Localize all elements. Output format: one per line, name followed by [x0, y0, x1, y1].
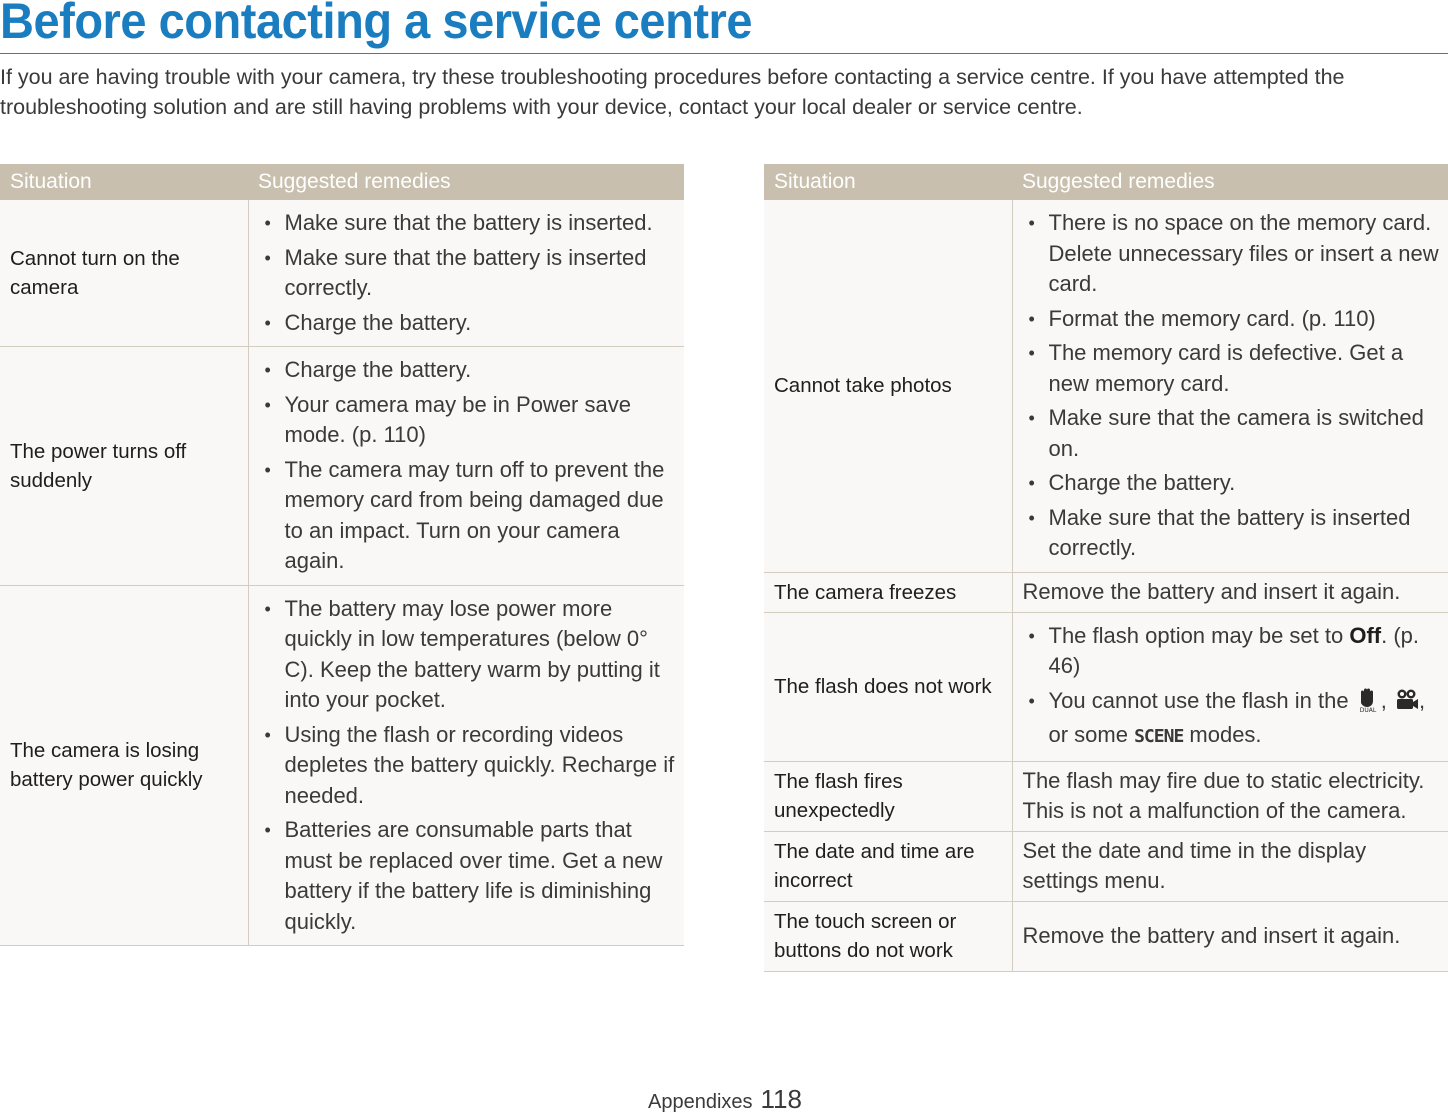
- remedy-item: • Make sure that the battery is inserted correctly.: [264, 244, 647, 300]
- situation-cell: Cannot turn on the camera: [0, 200, 248, 347]
- remedy-item: • Charge the battery.: [1023, 468, 1445, 499]
- remedies-cell: Set the date and time in the display settings menu.: [1012, 831, 1448, 901]
- page-number: 118: [760, 1084, 802, 1114]
- header-situation: Situation: [764, 164, 1012, 200]
- header-remedies: Suggested remedies: [248, 164, 684, 200]
- remedy-item: • Charge the battery.: [259, 308, 681, 339]
- remedies-cell: [248, 585, 684, 946]
- remedies-cell: [248, 200, 684, 347]
- remedy-item: • Make sure that the battery is inserted correctly.: [1028, 504, 1411, 560]
- dual-is-mode-icon: [1355, 686, 1381, 721]
- remedy-item: • Make sure that the camera is switched on.: [1028, 405, 1424, 461]
- remedies-cell: Remove the battery and insert it again.: [1012, 901, 1448, 971]
- bullet-icon: •: [264, 360, 271, 380]
- remedies-cell: [1012, 200, 1448, 572]
- remedy-item: • Your camera may be in Power save mode. (p. 110): [264, 391, 631, 447]
- remedies-cell: Remove the battery and insert it again.: [1012, 572, 1448, 612]
- remedies-cell: The flash may fire due to static electricity. This is not a malfunction of the camera.: [1012, 761, 1448, 831]
- remedy-item: • The camera may turn off to prevent the memory card from being damaged due to an impact. Turn on your camera again.: [264, 456, 665, 573]
- svg-text:DUAL: DUAL: [1359, 706, 1376, 712]
- bullet-icon: •: [264, 820, 271, 840]
- flash-off-label: Off: [1349, 622, 1382, 648]
- remedy-item: • Charge the battery.: [259, 355, 681, 386]
- remedy-item: • Batteries are consumable parts that must be replaced over time. Get a new battery if the battery life is diminishing quickly.: [264, 817, 663, 934]
- remedy-item: • The memory card is defective. Get a new memory card.: [1028, 340, 1404, 396]
- bullet-icon: •: [1028, 473, 1035, 493]
- header-remedies: Suggested remedies: [1012, 164, 1448, 200]
- table-header-row: [0, 164, 684, 200]
- table-row: [0, 200, 684, 347]
- table-row: [764, 761, 1448, 831]
- table-row: [764, 831, 1448, 901]
- table-row: [764, 200, 1448, 572]
- title-divider: [0, 53, 1448, 54]
- bullet-icon: •: [1028, 213, 1035, 233]
- table-row: [764, 612, 1448, 761]
- remedy-item: • There is no space on the memory card. Delete unnecessary files or insert a new card.: [1028, 210, 1439, 296]
- situation-cell: Cannot take photos: [764, 200, 1012, 572]
- bullet-icon: •: [264, 312, 271, 333]
- table-row: [0, 585, 684, 946]
- table-header-row: [764, 164, 1448, 200]
- remedy-item: • Make sure that the battery is inserted.: [259, 208, 681, 239]
- header-situation: Situation: [0, 164, 248, 200]
- bullet-icon: •: [264, 459, 271, 480]
- situation-cell: The date and time are incorrect: [764, 831, 1012, 901]
- bullet-icon: •: [264, 598, 271, 619]
- situation-cell: The flash does not work: [764, 612, 1012, 761]
- remedy-item: • The battery may lose power more quickly in low temperatures (below 0° C). Keep the battery warm by putting it into your pocket.: [264, 595, 660, 712]
- bullet-icon: •: [264, 213, 271, 233]
- remedy-item: • Format the memory card. (p. 110): [1023, 304, 1445, 335]
- troubleshooting-table-left: [0, 164, 684, 946]
- bullet-icon: •: [1028, 308, 1035, 329]
- troubleshooting-table-right: [764, 164, 1448, 972]
- situation-cell: The touch screen or buttons do not work: [764, 901, 1012, 971]
- bullet-icon: •: [1028, 408, 1035, 428]
- situation-cell: The camera is losing battery power quickly: [0, 585, 248, 946]
- bullet-icon: •: [1028, 690, 1035, 711]
- bullet-icon: •: [264, 394, 271, 415]
- situation-cell: The camera freezes: [764, 572, 1012, 612]
- footer-section: Appendixes: [648, 1091, 753, 1113]
- remedies-cell: [1012, 612, 1448, 761]
- page-footer: [648, 1084, 802, 1115]
- situation-cell: The power turns off suddenly: [0, 347, 248, 586]
- bullet-icon: •: [1028, 625, 1035, 646]
- remedy-item: • The flash option may be set to Off. (p. 46): [1028, 622, 1420, 678]
- scene-mode-icon: SCENE: [1134, 726, 1184, 747]
- page-title: Before contacting a service centre: [0, 0, 752, 49]
- remedies-cell: [248, 347, 684, 586]
- bullet-icon: •: [1028, 343, 1035, 363]
- movie-mode-icon: [1393, 688, 1419, 721]
- table-row: [0, 347, 684, 586]
- intro-paragraph: If you are having trouble with your camera, try these troubleshooting procedures before contacting a service centre. If you have attempted the troubleshooting solution and are still having problems with your device, contact your local dealer or service centre.: [0, 65, 1345, 119]
- bullet-icon: •: [264, 247, 271, 268]
- remedy-item: • You cannot use the flash in the DUAL , , or some SCENE modes.: [1028, 687, 1426, 747]
- table-row: [764, 901, 1448, 971]
- bullet-icon: •: [1028, 507, 1035, 528]
- bullet-icon: •: [264, 724, 271, 745]
- situation-cell: The flash fires unexpectedly: [764, 761, 1012, 831]
- remedy-item: • Using the flash or recording videos depletes the battery quickly. Recharge if needed.: [264, 721, 675, 808]
- table-row: [764, 572, 1448, 612]
